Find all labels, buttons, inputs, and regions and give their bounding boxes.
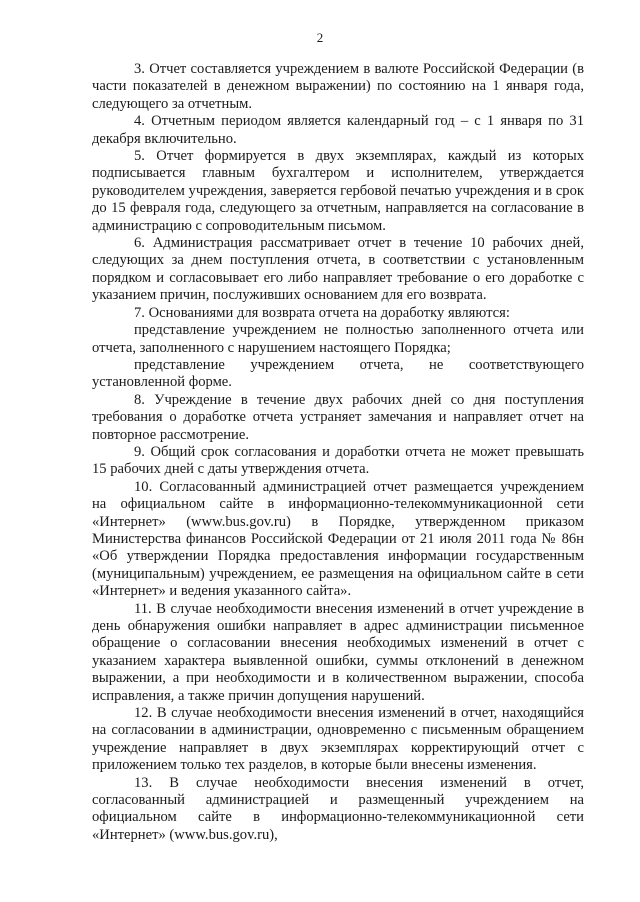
paragraph-3: 3. Отчет составляется учреждением в валюте Российской Федерации (в части показателей в денежном выражении) по состоянию на 1 января года, следующего за отчетным. bbox=[92, 61, 584, 112]
paragraph-6: 6. Администрация рассматривает отчет в течение 10 рабочих дней, следующих за днем поступления отчета, в соответствии с установленным порядком и согласовывает его либо направляет требование о его доработке с указанием причин, послуживших основанием для его возврата. bbox=[92, 235, 584, 304]
paragraph-9: 9. Общий срок согласования и доработки отчета не может превышать 15 рабочих дней с даты утверждения отчета. bbox=[92, 443, 584, 478]
page-number: 2 bbox=[316, 30, 324, 45]
paragraph-8: 8. Учреждение в течение двух рабочих дней со дня поступления требования о доработке отчета устраняет замечания и направляет отчет на повторное рассмотрение. bbox=[92, 391, 584, 443]
paragraph-13: 13. В случае необходимости внесения изменений в отчет, согласованный администрацией и размещенный учреждением на официальном сайте в информационно-телекоммуникационной сети «Интернет» (www.bus.gov.ru), bbox=[92, 774, 584, 843]
paragraph-7: 7. Основаниями для возврата отчета на доработку являются: bbox=[134, 304, 510, 321]
paragraph-10: 10. Согласованный администрацией отчет размещается учреждением на официальном сайте в информационно-телекоммуникационной сети «Интернет» (www.bus.gov.ru) в Порядке, утвержденном приказом Министерства финансов Российской Федерации от 21 июля 2011 года № 86н «Об утверждении Порядка предоставления информации государственным (муниципальным) учреждением, ее размещения на официальном сайте в сети «Интернет» и ведения указанного сайта». bbox=[92, 478, 584, 600]
paragraph-4: 4. Отчетным периодом является календарный год – с 1 января по 31 декабря включительно. bbox=[92, 113, 584, 147]
paragraph-5: 5. Отчет формируется в двух экземплярах, каждый из которых подписывается главным бухгалтером и исполнителем, утверждается руководителем учреждения, заверяется гербовой печатью учреждения и в срок до 15 февраля года, следующего за отчетным, направляется на согласование в администрацию с сопроводительным письмом. bbox=[92, 148, 584, 234]
paragraph-7-item-1: представление учреждением не полностью заполненного отчета или отчета, заполненного с нарушением настоящего Порядка; bbox=[92, 322, 584, 356]
paragraph-7-item-2: представление учреждением отчета, не соответствующего установленной форме. bbox=[92, 356, 584, 391]
paragraph-12: 12. В случае необходимости внесения изменений в отчет, находящийся на согласовании в администрации, одновременно с письменным обращением учреждение направляет в двух экземплярах корректирующий отчет с приложением только тех разделов, в которые были внесены изменения. bbox=[92, 705, 584, 774]
paragraph-11: 11. В случае необходимости внесения изменений в отчет учреждение в день обнаружения ошибки направляет в адрес администрации письменное обращение о согласовании внесения необходимых изменений в отчет с указанием характера выявленной ошибки, суммы отклонений в денежном выражении, а при необходимости и в количественном выражении, способа исправления, а также причин допущения нарушений. bbox=[92, 600, 584, 704]
document-body bbox=[92, 61, 584, 844]
